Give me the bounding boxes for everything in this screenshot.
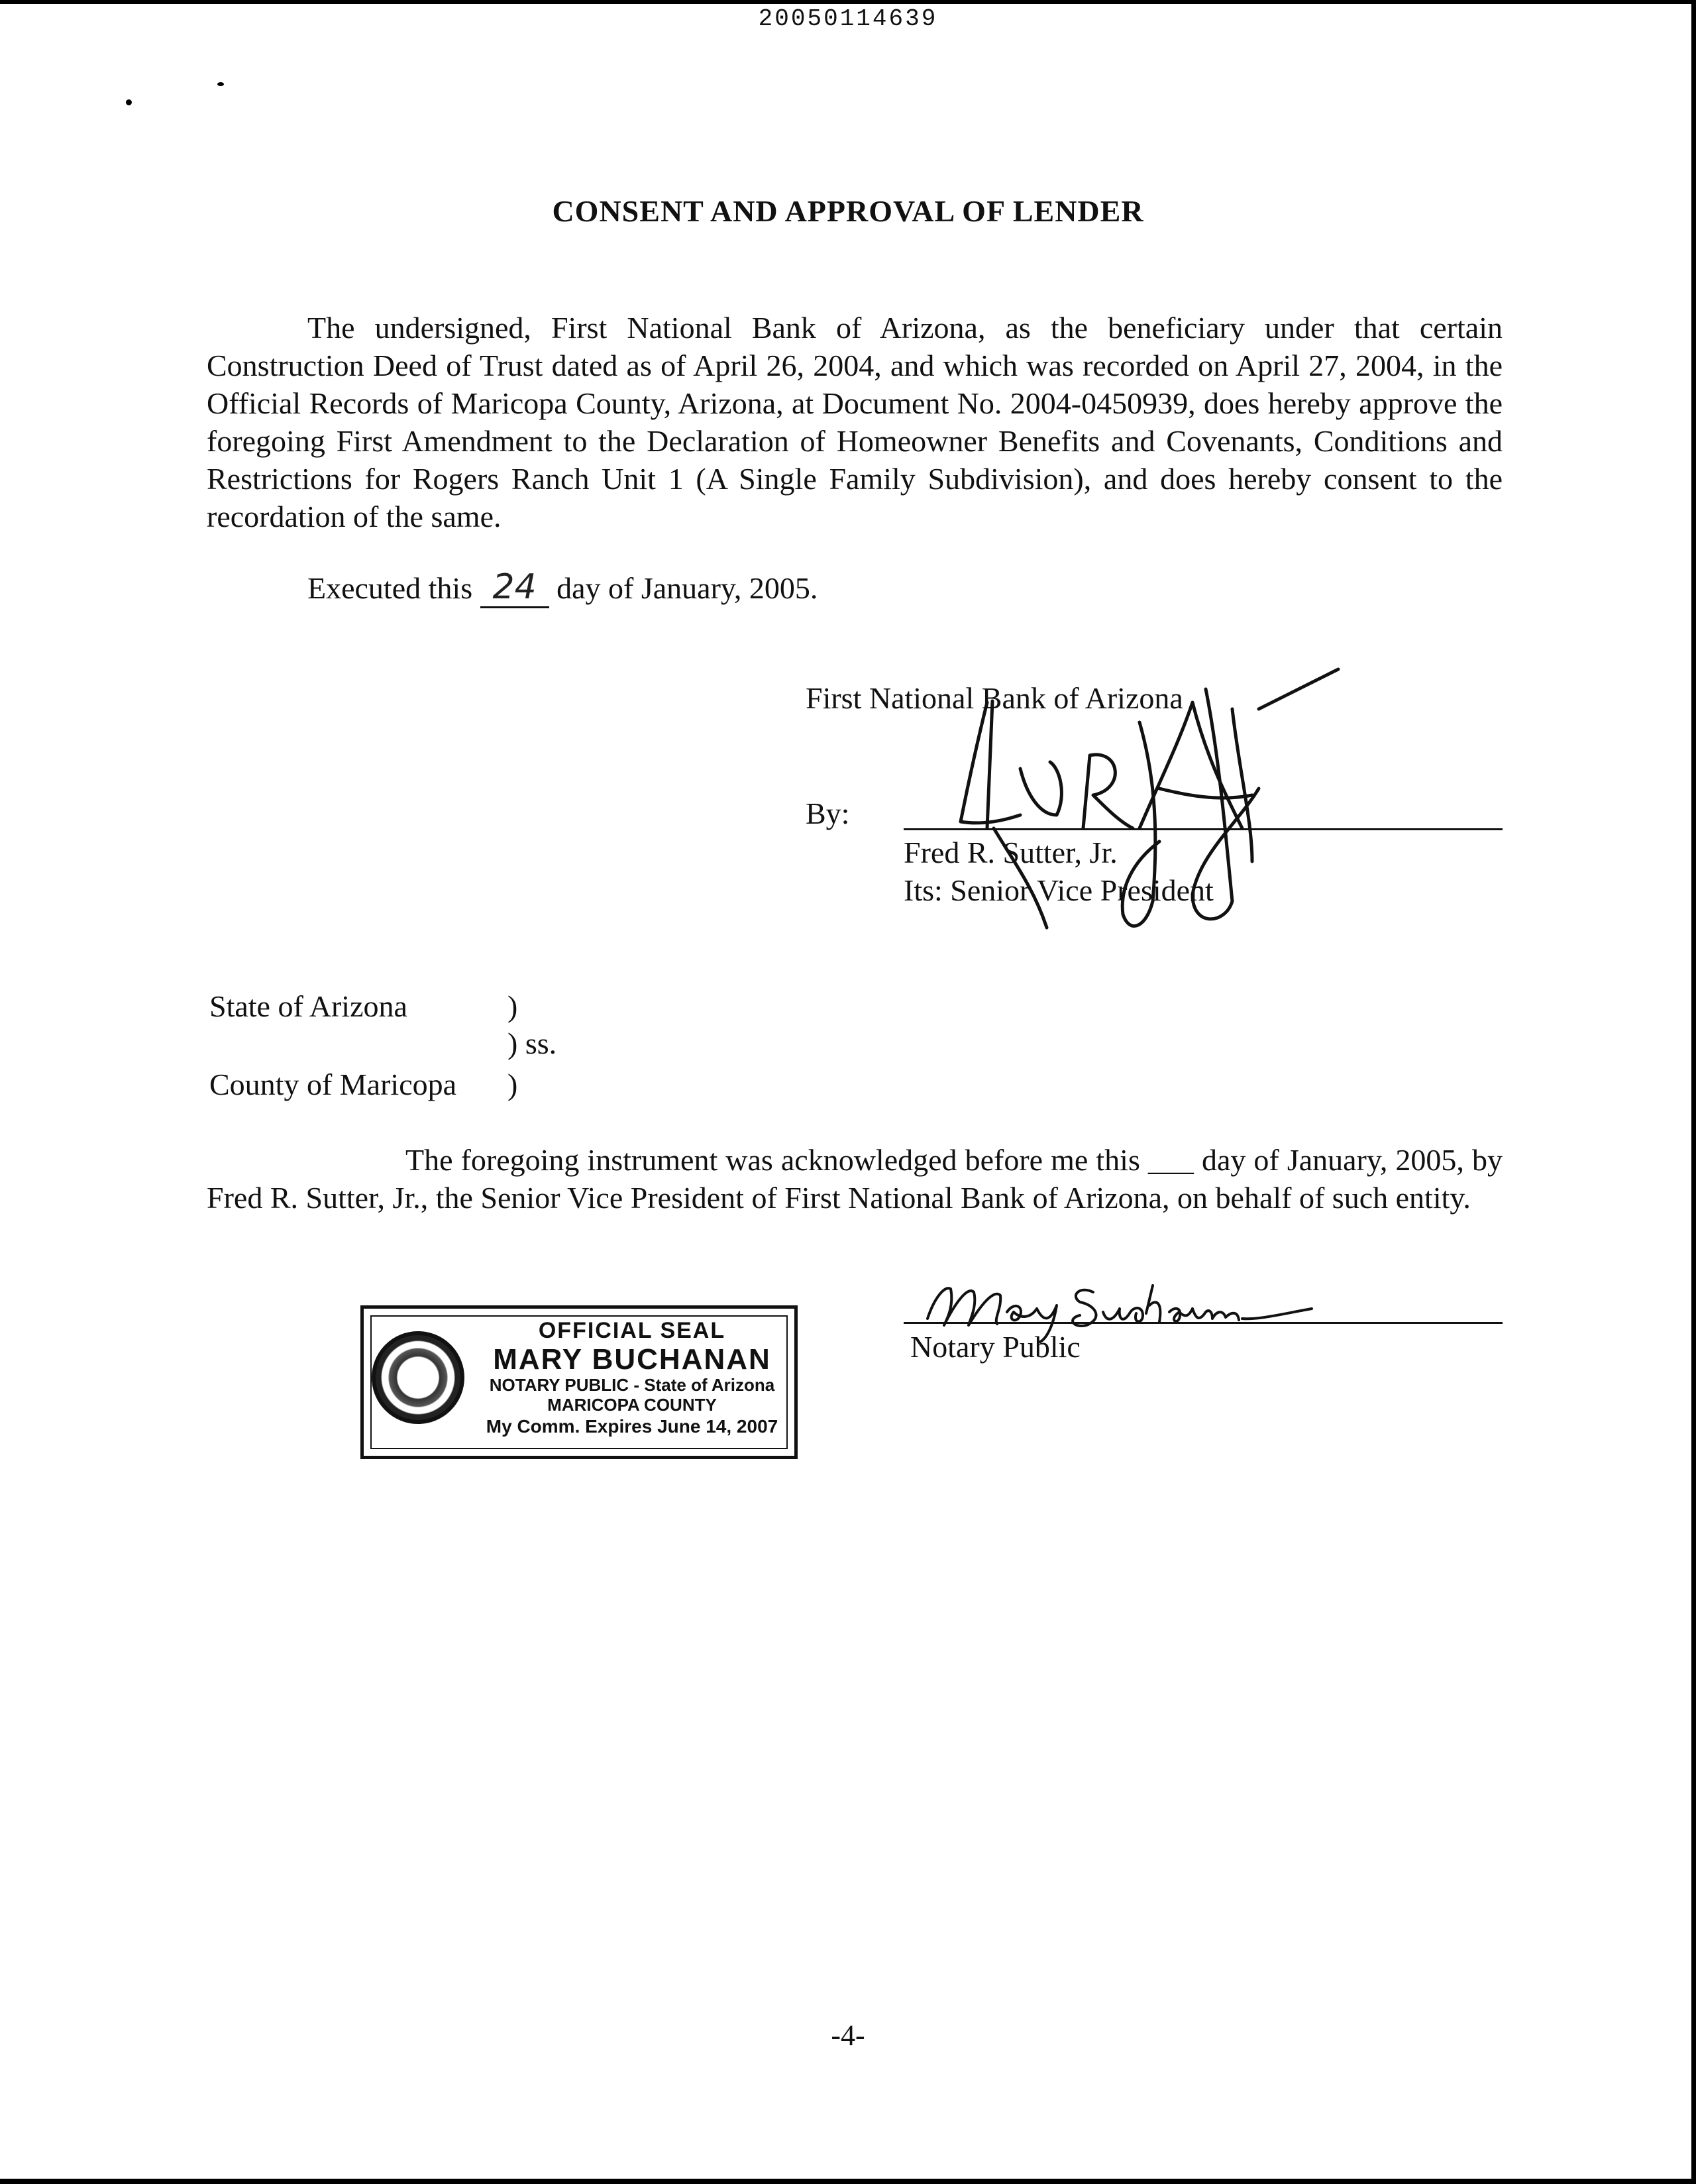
lender-name: First National Bank of Arizona xyxy=(806,681,1183,715)
page-number: -4- xyxy=(831,2019,865,2051)
venue-ss: ) ss. xyxy=(507,1026,557,1060)
scan-speck xyxy=(217,82,224,86)
by-label: By: xyxy=(806,796,850,830)
notary-signature-line xyxy=(904,1322,1503,1324)
scan-edge-bottom xyxy=(0,2179,1696,2184)
notary-seal-stamp xyxy=(360,1305,798,1459)
venue-paren-open: ) xyxy=(507,989,518,1023)
seal-line-4: MARICOPA COUNTY xyxy=(547,1395,717,1415)
executed-day: 24 xyxy=(480,569,549,608)
signer-name: Fred R. Sutter, Jr. xyxy=(904,836,1118,869)
signer-title: Its: Senior Vice President xyxy=(904,873,1214,907)
seal-line-1: OFFICIAL SEAL xyxy=(538,1318,726,1343)
body-paragraph: The undersigned, First National Bank of Arizona, as the beneficiary under that certain Construction Deed of Trust dated as of April 26, 2004, and which was recorded on April 27, 2004, in the Official Records of Maricopa County, Arizona, at Document No. 2004-0450939, does hereby approve the foregoing First Amendment to the Declaration of Homeowner Benefits and Covenants, Conditions and Restrictions for Rogers Ranch Unit 1 (A Single Family Subdivision), and does hereby consent to the recordation of the same. xyxy=(207,311,1503,533)
executed-line xyxy=(307,569,818,608)
venue-state: State of Arizona xyxy=(209,989,407,1023)
notary-label: Notary Public xyxy=(910,1330,1081,1364)
recording-number: 20050114639 xyxy=(758,5,938,32)
seal-line-2: MARY BUCHANAN xyxy=(493,1343,771,1376)
scan-speck xyxy=(126,99,132,105)
scan-edge-right xyxy=(1691,0,1696,2184)
document-title: CONSENT AND APPROVAL OF LENDER xyxy=(552,194,1144,228)
scan-edge-top xyxy=(0,0,1696,4)
state-seal-emblem-icon xyxy=(372,1331,464,1424)
executed-suffix: day of January, 2005. xyxy=(556,571,818,605)
lender-signature-graphic xyxy=(941,663,1352,941)
venue-paren-close: ) xyxy=(507,1067,518,1101)
seal-line-5: My Comm. Expires June 14, 2007 xyxy=(486,1416,778,1437)
venue-county: County of Maricopa xyxy=(209,1067,457,1101)
executed-prefix: Executed this xyxy=(307,571,473,605)
acknowledgment-paragraph: The foregoing instrument was acknowledged before me this ___ day of January, 2005, by Fred R. Sutter, Jr., the Senior Vice President of First National Bank of Arizona, on behalf of such entity. xyxy=(207,1143,1503,1215)
seal-line-3: NOTARY PUBLIC - State of Arizona xyxy=(489,1375,775,1395)
